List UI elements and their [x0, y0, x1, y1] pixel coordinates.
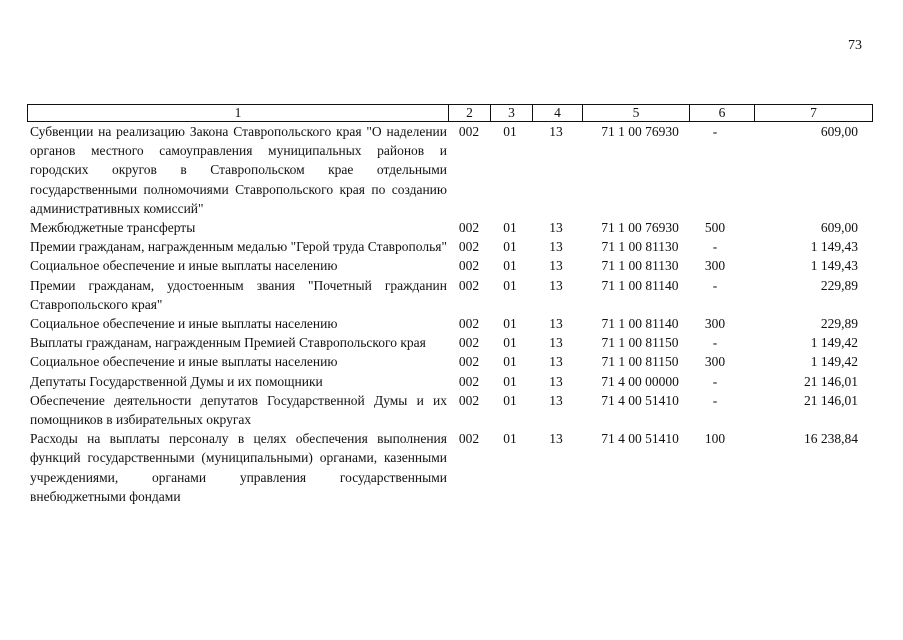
row-c7: 21 146,01 — [804, 392, 858, 408]
row-c5: 71 1 00 81130 — [601, 258, 679, 274]
row-c6: 300 — [704, 258, 726, 274]
row-c5: 71 4 00 51410 — [601, 392, 679, 408]
row-c2: 002 — [458, 392, 480, 408]
row-c3: 01 — [503, 335, 517, 351]
table-header-row — [27, 104, 873, 122]
row-c7: 21 146,01 — [804, 373, 858, 389]
table-body — [27, 122, 873, 506]
table-row — [27, 391, 873, 429]
row-c6: 100 — [704, 431, 726, 447]
row-c7: 229,89 — [820, 277, 858, 293]
table-row — [27, 333, 873, 352]
row-c6: - — [712, 373, 718, 389]
row-description: Межбюджетные трансферты — [30, 220, 196, 236]
row-c2: 002 — [458, 277, 480, 293]
budget-table — [27, 104, 873, 506]
row-c6: - — [712, 335, 718, 351]
header-col-2: 2 — [448, 105, 490, 121]
table-row — [27, 256, 873, 275]
row-description: Социальное обеспечение и иные выплаты населению — [30, 354, 338, 370]
row-c6: - — [712, 277, 718, 293]
row-c2: 002 — [458, 220, 480, 236]
table-row — [27, 218, 873, 237]
row-c4: 13 — [549, 316, 563, 332]
row-c5: 71 4 00 51410 — [601, 431, 679, 447]
page-number: 73 — [848, 38, 862, 53]
row-c6: 500 — [704, 220, 726, 236]
row-c2: 002 — [458, 258, 480, 274]
row-description: Депутаты Государственной Думы и их помощники — [30, 373, 323, 389]
row-c7: 1 149,42 — [810, 335, 858, 351]
header-col-7: 7 — [754, 105, 872, 121]
row-c5: 71 1 00 76930 — [601, 124, 679, 139]
row-c2: 002 — [458, 335, 480, 351]
table-row — [27, 122, 873, 218]
row-c2: 002 — [458, 316, 480, 332]
row-c2: 002 — [458, 239, 480, 255]
row-c4: 13 — [549, 373, 563, 389]
row-c2: 002 — [458, 354, 480, 370]
row-c5: 71 1 00 81140 — [601, 277, 679, 293]
row-c7: 609,00 — [820, 220, 858, 236]
row-c4: 13 — [549, 258, 563, 274]
row-c6: - — [712, 239, 718, 255]
row-c5: 71 1 00 81140 — [601, 316, 679, 332]
row-c3: 01 — [503, 258, 517, 274]
row-c3: 01 — [503, 373, 517, 389]
row-c5: 71 1 00 76930 — [601, 220, 679, 236]
row-c4: 13 — [549, 392, 563, 408]
row-c4: 13 — [549, 220, 563, 236]
row-description: Премии гражданам, награжденным медалью "Герой труда Ставрополья" — [30, 239, 447, 255]
header-col-3: 3 — [490, 105, 532, 121]
row-c4: 13 — [549, 335, 563, 351]
row-c2: 002 — [458, 431, 480, 447]
row-description: Социальное обеспечение и иные выплаты населению — [30, 316, 338, 332]
table-row — [27, 276, 873, 314]
row-description: Субвенции на реализацию Закона Ставропольского края "О наделении органов местного самоуправления муниципальных районов и городских округов в Ставропольском крае отдельными государственными полномочиями Ставропольского края по созданию административных комиссий" — [30, 124, 447, 216]
row-description: Выплаты гражданам, награжденным Премией Ставропольского края — [30, 335, 426, 351]
row-c4: 13 — [549, 239, 563, 255]
table-row — [27, 352, 873, 371]
row-c5: 71 4 00 00000 — [601, 373, 679, 389]
row-description: Обеспечение деятельности депутатов Государственной Думы и их помощников в избирательных округах — [30, 392, 447, 428]
row-c3: 01 — [503, 392, 517, 408]
row-c3: 01 — [503, 277, 517, 293]
table-row — [27, 429, 873, 506]
row-c5: 71 1 00 81150 — [601, 354, 679, 370]
row-c5: 71 1 00 81150 — [601, 335, 679, 351]
row-c3: 01 — [503, 354, 517, 370]
row-c6: 300 — [704, 316, 726, 332]
row-c6: 300 — [704, 354, 726, 370]
row-c4: 13 — [549, 124, 563, 139]
row-c3: 01 — [503, 316, 517, 332]
row-c3: 01 — [503, 220, 517, 236]
table-row — [27, 314, 873, 333]
header-col-1: 1 — [234, 105, 242, 120]
row-c2: 002 — [458, 124, 480, 139]
row-c7: 1 149,43 — [810, 239, 858, 255]
row-description: Расходы на выплаты персоналу в целях обеспечения выполнения функций государственными (муниципальными) органами, казенными учреждениями, органами управления государственными внебюджетными фондами — [30, 431, 447, 504]
header-col-5: 5 — [582, 105, 689, 121]
row-c7: 16 238,84 — [804, 431, 858, 447]
row-c7: 229,89 — [820, 316, 858, 332]
row-description: Социальное обеспечение и иные выплаты населению — [30, 258, 338, 274]
row-c4: 13 — [549, 277, 563, 293]
row-c5: 71 1 00 81130 — [601, 239, 679, 255]
row-c7: 1 149,43 — [810, 258, 858, 274]
header-col-4: 4 — [532, 105, 582, 121]
table-row — [27, 372, 873, 391]
row-c7: 1 149,42 — [810, 354, 858, 370]
row-c6: - — [712, 392, 718, 408]
row-c3: 01 — [503, 239, 517, 255]
row-c4: 13 — [549, 354, 563, 370]
row-c6: - — [712, 124, 718, 139]
row-description: Премии гражданам, удостоенным звания "Почетный гражданин Ставропольского края" — [30, 277, 447, 312]
row-c3: 01 — [503, 431, 517, 447]
row-c3: 01 — [503, 124, 517, 139]
header-col-6: 6 — [689, 105, 754, 121]
row-c4: 13 — [549, 431, 563, 447]
row-c2: 002 — [458, 373, 480, 389]
table-row — [27, 237, 873, 256]
row-c7: 609,00 — [820, 124, 858, 139]
